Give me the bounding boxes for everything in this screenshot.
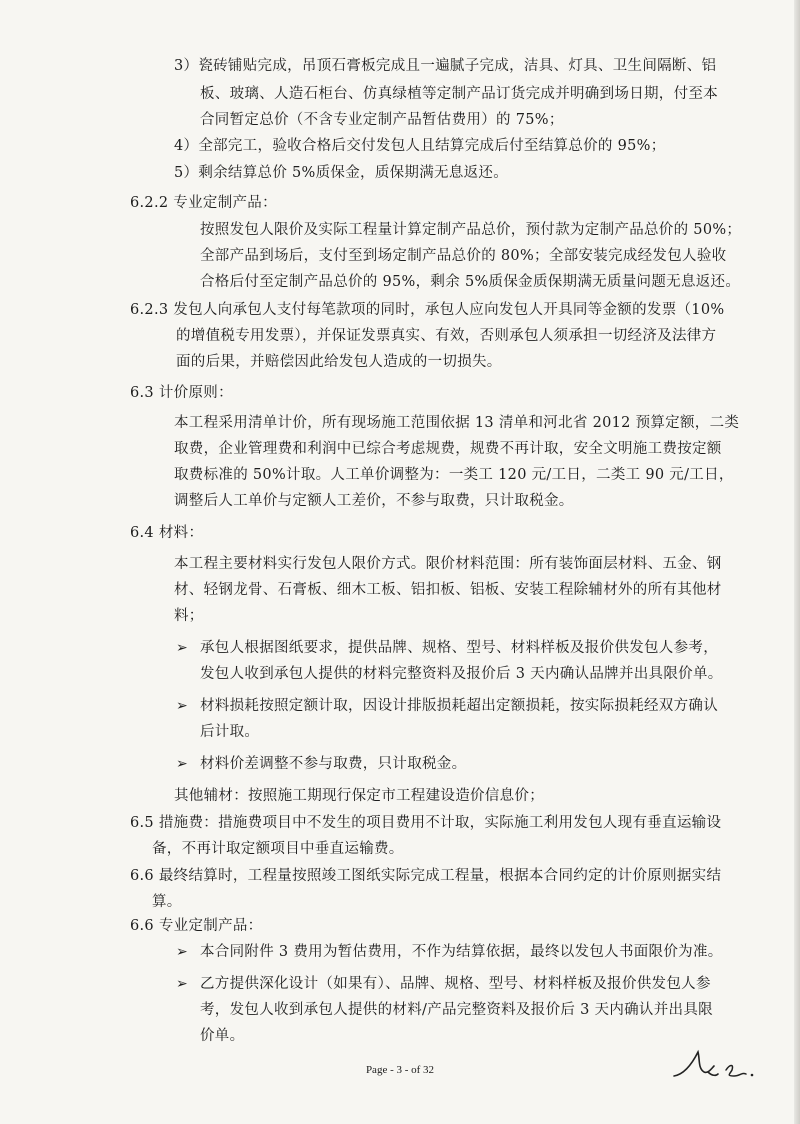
bullet-arrow-icon: ➢ <box>176 756 188 772</box>
bullet-text: 本合同附件 3 费用为暂估费用，不作为结算依据，最终以发包人书面限价为准。 <box>200 944 723 960</box>
section-heading: 6.6 专业定制产品： <box>130 918 263 934</box>
text-line: 备，不再计取定额项目中垂直运输费。 <box>152 841 404 857</box>
bullet-arrow-icon: ➢ <box>176 976 188 992</box>
section-heading: 6.4 材料： <box>130 525 204 541</box>
text-line: 的增值税专用发票），并保证发票真实、有效，否则承包人须承担一切经济及法律方 <box>176 328 717 344</box>
bullet-text: 后计取。 <box>200 724 260 740</box>
text-line: 5）剩余结算总价 5%质保金，质保期满无息返还。 <box>174 165 509 181</box>
text-line: 本工程采用清单计价，所有现场施工范围依据 13 清单和河北省 2012 预算定额，二类 <box>174 415 740 431</box>
text-line: 全部产品到场后，支付至到场定制产品总价的 80%；全部安装完成经发包人验收 <box>200 248 727 264</box>
section-heading: 6.2.2 专业定制产品： <box>130 195 277 211</box>
text-line: 其他辅材：按照施工期现行保定市工程建设造价信息价； <box>174 788 544 804</box>
page-footer: Page - 3 - of 32 <box>365 1064 435 1076</box>
bullet-text: 材料价差调整不参与取费，只计取税金。 <box>200 756 467 772</box>
section-heading: 6.3 计价原则： <box>130 385 233 401</box>
page-edge-shadow <box>794 0 800 1124</box>
bullet-text: 考，发包人收到承包人提供的材料/产品完整资料及报价后 3 天内确认并出具限 <box>200 1002 713 1018</box>
bullet-text: 价单。 <box>200 1028 245 1044</box>
bullet-arrow-icon: ➢ <box>176 944 188 960</box>
text-line: 算。 <box>152 894 182 910</box>
section-heading: 6.6 最终结算时，工程量按照竣工图纸实际完成工程量，根据本合同约定的计价原则据实结 <box>130 868 722 884</box>
bullet-text: 承包人根据图纸要求，提供品牌、规格、型号、材料样板及报价供发包人参考， <box>200 640 718 656</box>
text-line: 按照发包人限价及实际工程量计算定制产品总价，预付款为定制产品总价的 50%； <box>200 222 742 238</box>
text-line: 调整后人工单价与定额人工差价，不参与取费，只计取税金。 <box>174 493 574 509</box>
bullet-text: 发包人收到承包人提供的材料完整资料及报价后 3 天内确认品牌并出具限价单。 <box>200 666 723 682</box>
bullet-arrow-icon: ➢ <box>176 640 188 656</box>
text-line: 面的后果，并赔偿因此给发包人造成的一切损失。 <box>176 354 502 370</box>
text-line: 4）全部完工，验收合格后交付发包人且结算完成后付至结算总价的 95%； <box>174 138 666 154</box>
bullet-arrow-icon: ➢ <box>176 698 188 714</box>
text-line: 合格后付至定制产品总价的 95%，剩余 5%质保金质保期满无质量问题无息返还。 <box>200 274 741 290</box>
text-line: 取费标准的 50%计取。人工单价调整为：一类工 120 元/工日，二类工 90 元/工日， <box>174 467 734 483</box>
section-heading: 6.2.3 发包人向承包人支付每笔款项的同时，承包人应向发包人开具同等金额的发票（10% <box>130 302 725 318</box>
text-line: 3）瓷砖铺贴完成，吊顶石膏板完成且一遍腻子完成，洁具、灯具、卫生间隔断、铝 <box>174 58 717 74</box>
text-line: 合同暂定总价（不含专业定制产品暂估费用）的 75%； <box>200 112 564 128</box>
text-line: 取费，企业管理费和利润中已综合考虑规费，规费不再计取，安全文明施工费按定额 <box>174 441 722 457</box>
text-line: 材、轻钢龙骨、石膏板、细木工板、铝扣板、铝板、安装工程除辅材外的所有其他材 <box>174 582 722 598</box>
text-line: 本工程主要材料实行发包人限价方式。限价材料范围：所有装饰面层材料、五金、钢 <box>174 556 722 572</box>
bullet-text: 材料损耗按照定额计取，因设计排版损耗超出定额损耗，按实际损耗经双方确认 <box>200 698 718 714</box>
bullet-text: 乙方提供深化设计（如果有）、品牌、规格、型号、材料样板及报价供发包人参 <box>200 976 711 992</box>
text-line: 料； <box>174 608 204 624</box>
section-heading: 6.5 措施费：措施费项目中不发生的项目费用不计取，实际施工利用发包人现有垂直运输设 <box>130 815 722 831</box>
text-line: 板、玻璃、人造石柜台、仿真绿植等定制产品订货完成并明确到场日期，付至本 <box>200 86 718 102</box>
